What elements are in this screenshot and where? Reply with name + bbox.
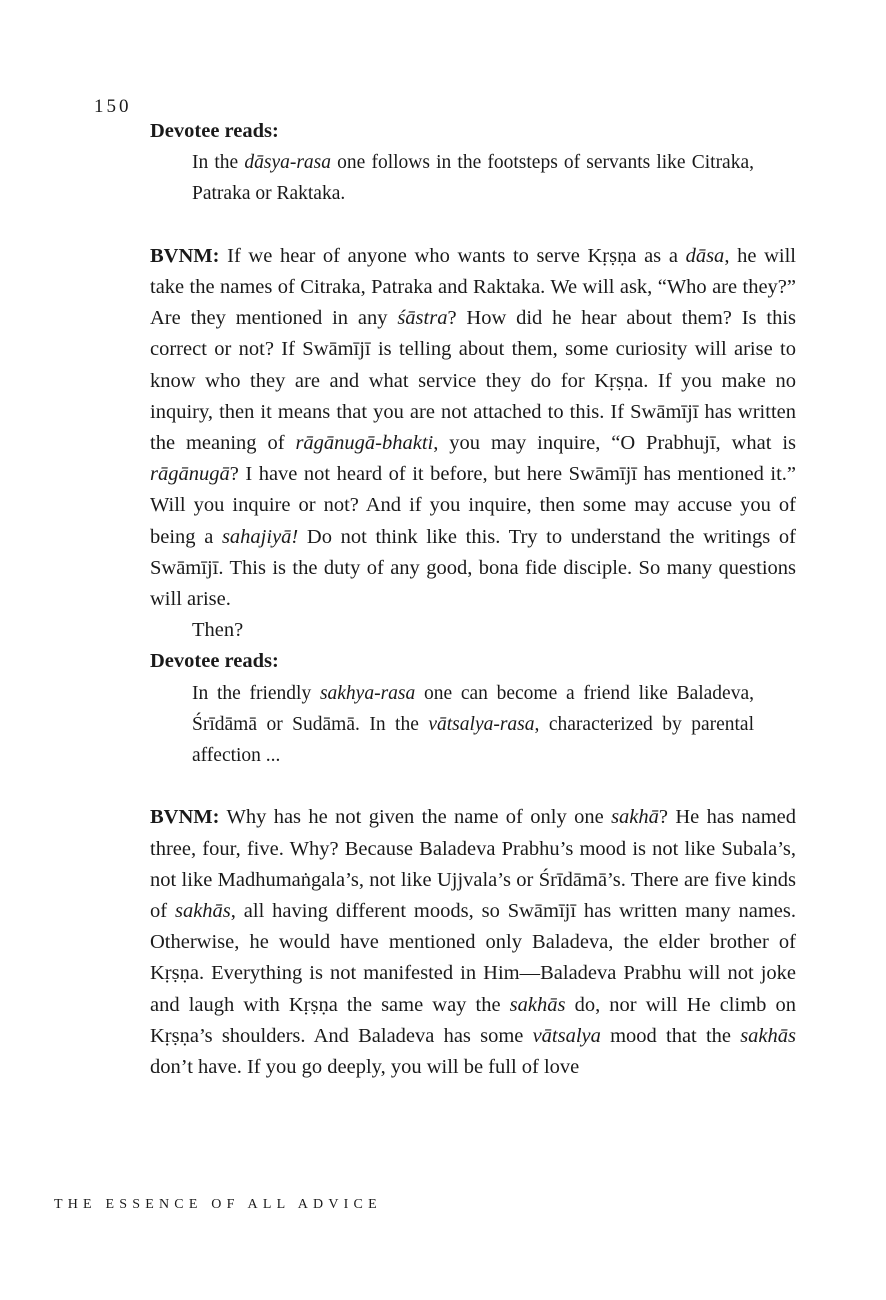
- text-run: , characterized by parental affection ...: [192, 713, 755, 767]
- page-number: 150: [94, 96, 132, 117]
- speaker-label: BVNM:: [150, 806, 220, 829]
- quoted-passage: [192, 678, 754, 772]
- italic-term: śāstra: [397, 307, 448, 330]
- then-line: Then?: [192, 619, 244, 642]
- italic-term: sakhās: [740, 1024, 796, 1047]
- text-run: ? I have not heard of it before, but here Swāmījī has mentioned it.” Will you inquire or not? And if you inquire, then some may accuse you of being a: [150, 463, 796, 548]
- text-run: If we hear of anyone who wants to serve Kṛṣṇa as a: [219, 244, 686, 267]
- text-run: , all having different moods, so Swāmījī has written many names. Otherwise, he would have mentioned only Baladeva, the elder brother of Kṛṣṇa. Everything is not manifested in Him—Baladeva Prabhu will not joke and laugh with Kṛṣṇa the same way the: [150, 900, 797, 1016]
- italic-term: sakhā: [611, 806, 659, 829]
- devotee-reads-heading: Devotee reads:: [150, 120, 279, 142]
- text-run: Do not think like this. Try to understand the writings of Swāmījī. This is the duty of any good, bona fide disciple. So many questions will arise.: [150, 525, 796, 611]
- text-run: , you may inquire, “O Prabhujī, what is: [433, 432, 796, 455]
- bvnm-paragraph: [150, 241, 796, 615]
- italic-term: sakhās: [174, 900, 231, 923]
- text-run: one follows in the footsteps of servants like Citraka, Patraka or Raktaka.: [192, 152, 754, 205]
- text-run: do, nor will He climb on Kṛṣṇa’s shoulders. And Baladeva has some: [150, 993, 796, 1047]
- quoted-passage: [192, 147, 754, 209]
- italic-term: dāsya-rasa: [244, 152, 332, 174]
- page-body: [150, 116, 796, 1083]
- italic-term: sahajiyā!: [221, 525, 299, 548]
- text-run: one can become a friend like Baladeva, Śrīdāmā or Sudāmā. In the: [192, 682, 754, 735]
- text-run: ? How did he hear about them? Is this correct or not? If Swāmījī is telling about them, some curiosity will arise to know who they are and what service they do for Kṛṣṇa. If you make no inquiry, then it means that you are not attached to this. If Swāmījī has written the meaning of: [150, 307, 796, 455]
- italic-term: vātsalya-rasa: [428, 713, 535, 735]
- text-run: In the friendly: [192, 682, 320, 704]
- italic-term: sakhās: [509, 993, 566, 1016]
- italic-term: vātsalya: [532, 1024, 601, 1047]
- bvnm-paragraph: [150, 802, 796, 1083]
- text-run: Why has he not given the name of only one: [219, 806, 612, 829]
- italic-term: sakhya-rasa: [319, 682, 416, 704]
- running-footer: THE ESSENCE OF ALL ADVICE: [54, 1197, 382, 1212]
- text-run: don’t have. If you go deeply, you will be full of love: [150, 1056, 580, 1079]
- text-run: mood that the: [600, 1024, 741, 1047]
- italic-term: dāsa: [685, 244, 725, 267]
- italic-term: rāgānugā: [150, 463, 230, 486]
- text-run: , he will take the names of Citraka, Patraka and Raktaka. We will ask, “Who are they?” Are they mentioned in any: [150, 244, 796, 330]
- text-run: In the: [192, 152, 245, 174]
- italic-term: rāgānugā-bhakti: [295, 432, 434, 455]
- devotee-reads-heading: Devotee reads:: [150, 650, 279, 673]
- speaker-label: BVNM:: [150, 244, 220, 267]
- text-run: ? He has named three, four, five. Why? Because Baladeva Prabhu’s mood is not like Subala’s, not like Madhumaṅgala’s, not like Ujjvala’s or Śrīdāmā’s. There are five kinds of: [150, 806, 796, 923]
